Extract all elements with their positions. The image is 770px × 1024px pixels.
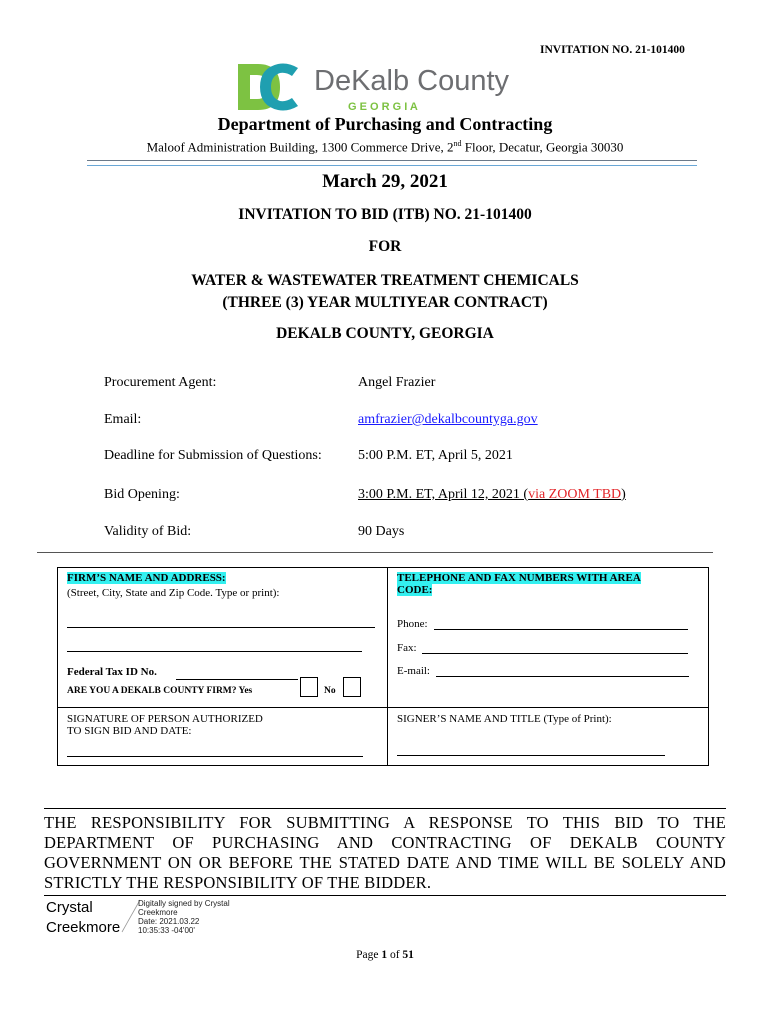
issue-date: March 29, 2021 <box>322 171 448 192</box>
email-line[interactable] <box>436 676 689 677</box>
tax-id-line[interactable] <box>176 679 298 680</box>
firm-hint: (Street, City, State and Zip Code. Type or print): <box>67 587 280 599</box>
email-field-label: E-mail: <box>397 665 430 677</box>
form-row-divider <box>58 707 708 708</box>
bid-title-line2: (THREE (3) YEAR MULTIYEAR CONTRACT) <box>222 294 548 311</box>
bidder-form <box>57 567 709 766</box>
department-title: Department of Purchasing and Contracting <box>217 114 553 134</box>
signature-label: SIGNATURE OF PERSON AUTHORIZED TO SIGN BID AND DATE: <box>67 713 263 737</box>
responsibility-text: THE RESPONSIBILITY FOR SUBMITTING A RESPONSE TO THIS BID TO THE DEPARTMENT OF PURCHASING AND CONTRACTING OF DEKALB COUNTY GOVERNMENT ON OR BEFORE THE STATED DATE AND TIME WILL BE SOLELY AND STRICTLY THE RESPONSIBILITY OF THE BIDDER. <box>44 813 726 892</box>
responsibility-box <box>44 808 726 896</box>
agent-label: Procurement Agent: <box>104 375 217 390</box>
form-column-divider <box>387 568 388 765</box>
phone-line[interactable] <box>434 629 688 630</box>
signature-name: Crystal Creekmore <box>46 899 121 936</box>
phone-label: Phone: <box>397 618 428 630</box>
for-label: FOR <box>368 238 402 255</box>
county-title: DEKALB COUNTY, GEORGIA <box>276 325 494 342</box>
opening-value: 3:00 P.M. ET, April 12, 2021 (via ZOOM TBD) <box>358 487 626 502</box>
firm-address-line[interactable] <box>67 651 362 652</box>
agent-email-link[interactable]: amfrazier@dekalbcountyga.gov <box>358 412 538 427</box>
dekalb-no-checkbox[interactable] <box>343 677 361 697</box>
firm-name-line[interactable] <box>67 627 375 628</box>
signature-line[interactable] <box>67 756 363 757</box>
deadline-label: Deadline for Submission of Questions: <box>104 448 322 463</box>
dekalb-yes-checkbox[interactable] <box>300 677 318 697</box>
invitation-number: INVITATION NO. 21-101400 <box>540 44 685 56</box>
fax-line[interactable] <box>422 653 688 654</box>
bid-title-line1: WATER & WASTEWATER TREATMENT CHEMICALS <box>191 272 579 289</box>
department-address: Maloof Administration Building, 1300 Commerce Drive, 2nd Floor, Decatur, Georgia 30030 <box>146 139 624 155</box>
validity-label: Validity of Bid: <box>104 524 192 539</box>
itb-number: INVITATION TO BID (ITB) NO. 21-101400 <box>238 206 532 223</box>
agent-value: Angel Frazier <box>358 375 436 390</box>
opening-label: Bid Opening: <box>104 487 180 502</box>
header-divider <box>87 160 697 166</box>
fax-label: Fax: <box>397 642 417 654</box>
signer-label: SIGNER’S NAME AND TITLE (Type of Print): <box>397 713 612 725</box>
phone-heading: TELEPHONE AND FAX NUMBERS WITH AREA CODE: <box>397 572 641 596</box>
tax-id-label: Federal Tax ID No. <box>67 666 157 678</box>
validity-value: 90 Days <box>358 524 405 539</box>
dekalb-firm-question: ARE YOU A DEKALB COUNTY FIRM? Yes <box>67 686 253 696</box>
logo-name: DeKalb County <box>314 65 510 97</box>
deadline-value: 5:00 P.M. ET, April 5, 2021 <box>358 448 513 463</box>
email-label: Email: <box>104 412 142 427</box>
page-number: Page 1 of 51 <box>356 949 414 961</box>
signer-line[interactable] <box>397 755 665 756</box>
firm-heading: FIRM’S NAME AND ADDRESS: <box>67 572 226 584</box>
section-divider <box>37 552 713 553</box>
zoom-note: via ZOOM TBD <box>528 487 622 502</box>
dekalb-county-logo <box>236 60 526 114</box>
signature-metadata: Digitally signed by Crystal Creekmore Date: 2021.03.22 10:35:33 -04'00' <box>138 899 230 935</box>
logo-sub: G E O R G I A <box>348 101 418 113</box>
no-label: No <box>324 686 336 696</box>
